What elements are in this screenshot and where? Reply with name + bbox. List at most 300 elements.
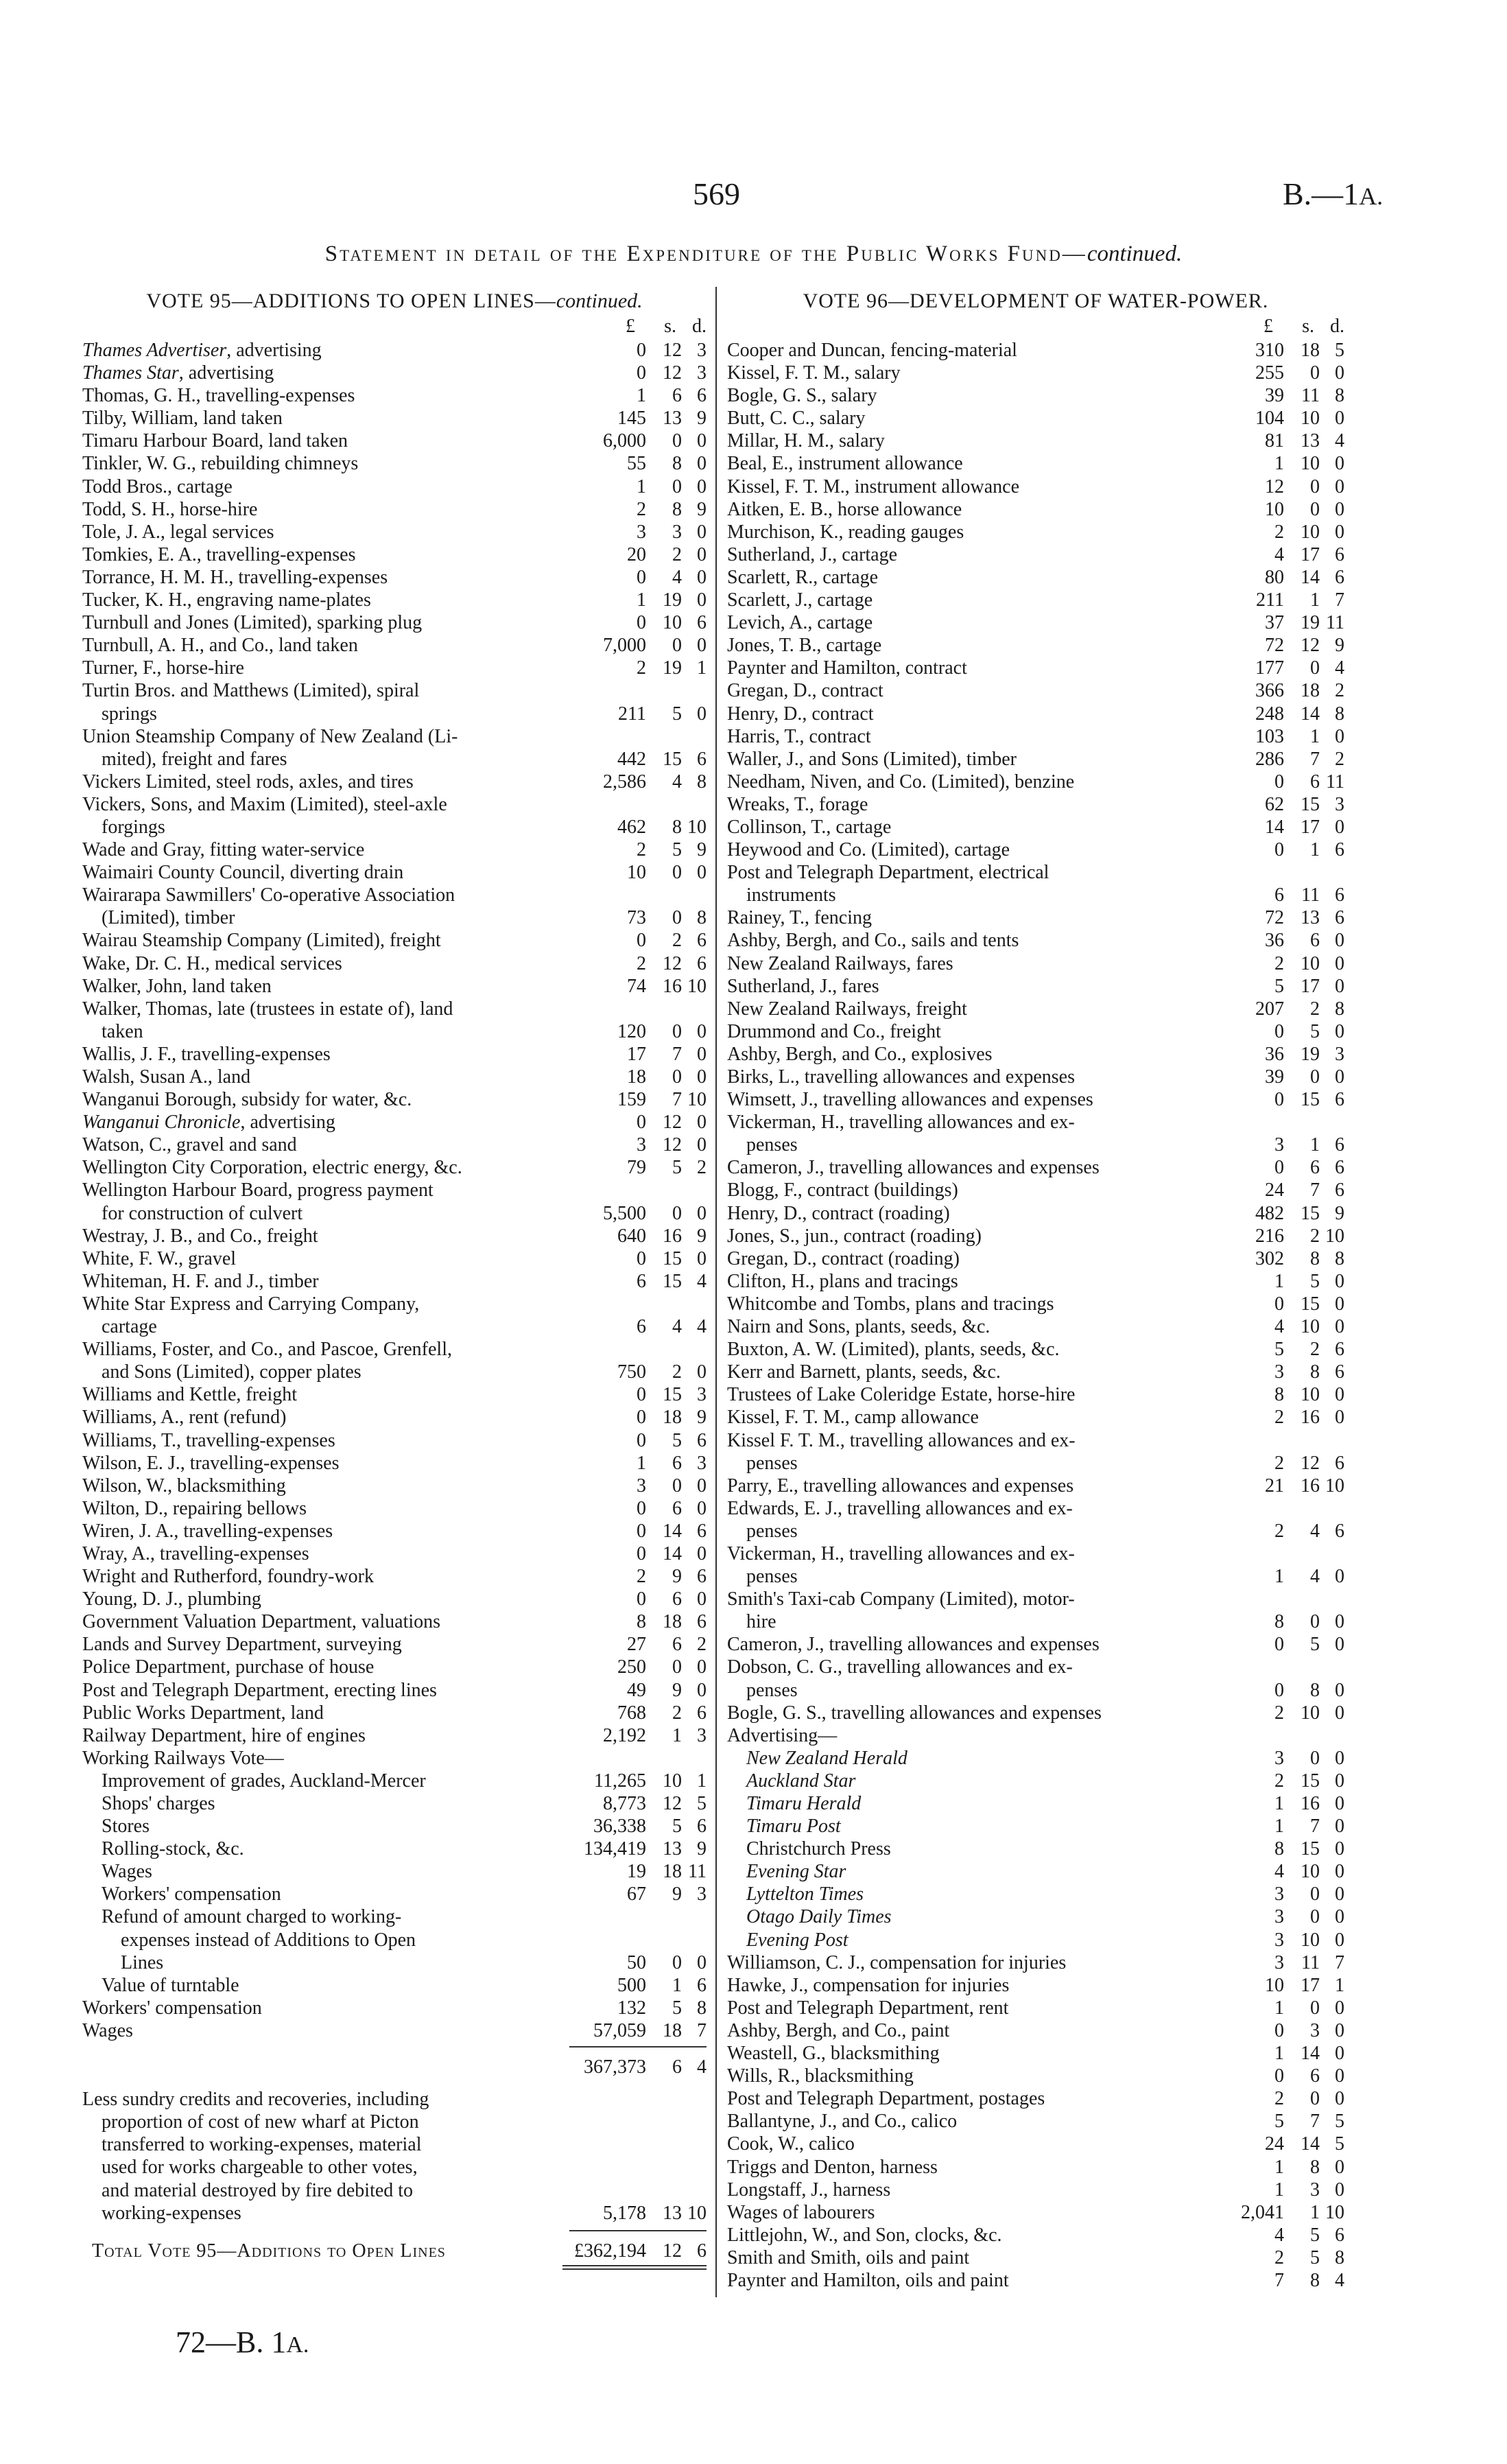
item-amount: 7 8 4 [1274,2269,1344,2291]
table-row [727,861,1344,884]
item-name: Vickerman, H., travelling allowances and ex- [727,1112,1075,1134]
item-amount: 104 10 0 [1255,408,1344,430]
item-name: springs [102,703,157,725]
table-row [727,1315,1344,1338]
table-row [727,1452,1344,1475]
item-amount: 2 10 0 [1274,952,1344,974]
table-row [727,1338,1344,1361]
item-amount: 3 0 0 [1274,1884,1344,1905]
item-name: Nairn and Sons, plants, seeds, &c. [727,1316,990,1338]
table-row [727,1043,1344,1066]
item-name: Railway Department, hire of engines [82,1724,366,1746]
item-name: Lands and Survey Department, surveying [82,1634,402,1656]
table-row [82,884,707,906]
table-row [82,476,707,498]
item-name: Cameron, J., travelling allowances and expenses [727,1634,1100,1656]
table-row [82,2019,707,2042]
item-amount: 462 8 10 [617,816,707,838]
table-row [82,1020,707,1043]
item-name: Murchison, K., reading gauges [727,521,964,543]
table-row [727,771,1344,793]
item-name: Williams and Kettle, freight [82,1384,298,1406]
item-name: Scarlett, R., cartage [727,566,879,588]
item-name: Wanganui Borough, subsidy for water, &c. [82,1089,412,1111]
item-name: New Zealand Railways, freight [727,998,967,1020]
table-row [727,1929,1344,1951]
table-row [82,1088,707,1111]
table-row [727,838,1344,861]
item-amount: 248 14 8 [1255,703,1344,725]
item-name: Todd, S. H., horse-hire [82,498,258,520]
item-amount: 1 3 0 [1274,2179,1344,2201]
table-row [82,771,707,793]
item-amount: 177 0 4 [1255,657,1344,679]
item-name: and Sons (Limited), copper plates [102,1361,361,1383]
item-name: Drummond and Co., freight [727,1020,941,1042]
table-row [727,1088,1344,1111]
table-row [727,2246,1344,2269]
item-name: Heywood and Co. (Limited), cartage [727,839,1010,861]
item-amount: 5,500 0 0 [603,1202,707,1224]
item-name: Ballantyne, J., and Co., calico [727,2111,958,2133]
table-row [727,1883,1344,1905]
item-name: Ashby, Bergh, and Co., paint [727,2019,950,2041]
table-row [727,793,1344,816]
item-amount: 2 16 0 [1274,1407,1344,1429]
item-amount: 768 2 6 [617,1702,707,1724]
less-amount: 5,178 13 10 [603,2202,707,2224]
item-amount: 0 6 6 [1274,1157,1344,1179]
item-amount: 36 6 0 [1265,930,1344,952]
table-row [82,793,707,816]
item-name: Young, D. J., plumbing [82,1588,261,1610]
table-row [82,1293,707,1315]
item-amount: 2 0 0 [1274,2088,1344,2110]
table-row [82,1929,707,1951]
item-amount: 74 16 10 [627,975,707,997]
item-amount: 39 11 8 [1265,385,1344,407]
item-name: hire [746,1611,776,1633]
table-row [727,1020,1344,1043]
item-amount: 2,192 1 3 [603,1724,707,1746]
table-row [727,1747,1344,1770]
item-amount: 2 9 6 [637,1566,707,1588]
vote96-rows [727,339,1344,2292]
item-name: Sutherland, J., fares [727,975,879,997]
table-row [82,384,707,407]
item-amount: 4 10 0 [1274,1316,1344,1338]
item-amount: 4 17 6 [1274,543,1344,565]
item-name: Turner, F., horse-hire [82,657,244,679]
vote95-title: VOTE 95—ADDITIONS TO OPEN LINES—continued. [146,290,643,312]
item-amount: 0 10 6 [637,612,707,634]
item-name: Working Railways Vote— [82,1747,284,1769]
item-amount: 0 14 6 [637,1520,707,1542]
total-rule [569,2230,707,2231]
item-name: Walsh, Susan A., land [82,1066,251,1088]
item-amount: 1 14 0 [1274,2043,1344,2065]
item-amount: 0 12 0 [637,1112,707,1134]
item-name: Kissel, F. T. M., salary [727,362,901,384]
item-name: Bogle, G. S., salary [727,385,877,407]
item-amount: 72 12 9 [1265,635,1344,657]
item-name: Clifton, H., plans and tracings [727,1270,958,1292]
table-row [727,998,1344,1020]
table-row [727,1202,1344,1225]
item-amount: 310 18 5 [1255,340,1344,361]
item-amount: 57,059 18 7 [593,2019,707,2041]
table-row [82,1202,707,1225]
item-name: penses [746,1566,798,1588]
page-footer: 72—B. 1A. [176,2325,309,2359]
item-amount: 302 8 8 [1255,1247,1344,1269]
item-name: penses [746,1520,798,1542]
table-row [727,589,1344,611]
item-amount: 72 13 6 [1265,907,1344,929]
table-row [727,1610,1344,1633]
table-row [727,679,1344,702]
item-name: Vickers Limited, steel rods, axles, and tires [82,771,414,793]
item-amount: 0 6 0 [637,1588,707,1610]
item-name: Evening Star [746,1861,846,1883]
table-row [727,430,1344,452]
table-row [82,952,707,975]
table-row [82,1043,707,1066]
item-name: Kerr and Barnett, plants, seeds, &c. [727,1361,1001,1383]
item-amount: 10 0 0 [627,862,707,884]
item-name: Public Works Department, land [82,1702,324,1724]
table-row [82,1111,707,1134]
item-name: Evening Post [746,1929,849,1951]
item-amount: 0 1 6 [1274,839,1344,861]
table-row [82,1338,707,1361]
item-amount: 36,338 5 6 [593,1816,707,1838]
table-row [727,748,1344,771]
item-name: Wages [82,2019,133,2041]
item-name: Ashby, Bergh, and Co., explosives [727,1043,993,1065]
item-amount: 216 2 10 [1255,1225,1344,1247]
item-amount: 7,000 0 0 [603,635,707,657]
item-amount: 1 0 0 [1274,1997,1344,2019]
item-name: Westray, J. B., and Co., freight [82,1225,318,1247]
item-amount: 1 16 0 [1274,1793,1344,1814]
item-name: Turnbull, A. H., and Co., land taken [82,635,358,657]
item-name: Wilson, W., blacksmithing [82,1475,286,1497]
item-amount: 211 5 0 [618,703,707,725]
table-row [727,476,1344,498]
table-row [727,2087,1344,2110]
table-row [727,1974,1344,1997]
item-amount: 1 6 3 [637,1452,707,1474]
item-amount: 1 6 6 [637,385,707,407]
item-amount: 3 11 7 [1274,1951,1344,1973]
item-amount: 12 0 0 [1265,476,1344,497]
table-row [82,838,707,861]
item-amount: 62 15 3 [1265,793,1344,815]
item-name: Wellington Harbour Board, progress payment [82,1180,434,1201]
table-row [82,1475,707,1497]
item-amount: 24 7 6 [1265,1180,1344,1201]
vote95-subtotal: 367,373 6 4 [584,2056,707,2078]
item-name: Levich, A., cartage [727,612,873,634]
item-name: Otago Daily Times [746,1906,892,1928]
document-reference: B.—1A. [1283,176,1384,211]
item-name: Weastell, G., blacksmithing [727,2043,940,2065]
item-name: Wellington City Corporation, electric energy, &c. [82,1157,462,1179]
table-row [727,1383,1344,1406]
currency-head: £ s. d. [626,316,707,337]
item-name: Jones, T. B., cartage [727,635,882,657]
table-row [727,543,1344,566]
item-name: Sutherland, J., cartage [727,543,898,565]
table-row [82,1406,707,1429]
item-name: Wallis, J. F., travelling-expenses [82,1043,331,1065]
item-amount: 482 15 9 [1255,1202,1344,1224]
item-name: Timaru Harbour Board, land taken [82,430,348,452]
item-amount: 0 15 3 [637,1384,707,1406]
item-name: Christchurch Press [746,1838,891,1860]
table-row [82,975,707,998]
item-name: Police Department, purchase of house [82,1656,375,1678]
item-name: instruments [746,884,836,906]
table-row [82,1247,707,1270]
item-name: Dobson, C. G., travelling allowances and ex- [727,1656,1073,1678]
item-amount: 67 9 3 [627,1884,707,1905]
item-name: Kissel, F. T. M., camp allowance [727,1407,979,1429]
item-name: mited), freight and fares [102,748,287,770]
item-amount: 8 18 6 [637,1611,707,1633]
item-amount: 17 7 0 [627,1043,707,1065]
item-name: Henry, D., contract (roading) [727,1202,950,1224]
table-row [727,1475,1344,1497]
item-amount: 10 0 0 [1265,498,1344,520]
item-amount: 3 0 0 [637,1475,707,1497]
table-row [82,998,707,1020]
item-amount: 207 2 8 [1255,998,1344,1020]
item-amount: 5 17 0 [1274,975,1344,997]
item-name: Todd Bros., cartage [82,476,233,497]
item-amount: 286 7 2 [1255,748,1344,770]
table-row [727,1497,1344,1520]
item-amount: 1 4 0 [1274,1566,1344,1588]
table-row [727,725,1344,748]
table-row [82,1610,707,1633]
item-amount: 10 17 1 [1265,1974,1344,1996]
item-name: Littlejohn, W., and Son, clocks, &c. [727,2224,1002,2246]
item-name: penses [746,1679,798,1701]
item-amount: 2 8 9 [637,498,707,520]
item-name: Wade and Gray, fitting water-service [82,839,365,861]
item-name: Thames Star, advertising [82,362,274,384]
item-amount: 6,000 0 0 [603,430,707,452]
table-row [82,748,707,771]
vote96-title: VOTE 96—DEVELOPMENT OF WATER-POWER. [803,290,1269,312]
table-row [727,1838,1344,1860]
table-row [727,1633,1344,1656]
item-name: Paynter and Hamilton, contract [727,657,967,679]
table-row [727,816,1344,838]
currency-head-96: £ s. d. [1263,316,1344,337]
note-line: Less sundry credits and recoveries, including [82,2089,429,2111]
item-amount: 0 15 6 [1274,1089,1344,1111]
table-row [727,975,1344,998]
table-row [727,2042,1344,2065]
item-name: Tilby, William, land taken [82,408,283,430]
item-amount: 0 15 0 [1274,1293,1344,1315]
item-name: penses [746,1134,798,1156]
item-amount: 750 2 0 [617,1361,707,1383]
item-name: Wilson, E. J., travelling-expenses [82,1452,340,1474]
item-amount: 1 10 0 [1274,453,1344,475]
item-amount: 19 18 11 [627,1861,707,1883]
table-row [82,1588,707,1610]
table-row [82,657,707,679]
vote95-column [82,287,707,2272]
vote96-column [727,287,1344,2292]
item-name: taken [102,1020,143,1042]
item-amount: 6 4 4 [637,1316,707,1338]
table-row [82,1747,707,1770]
item-name: New Zealand Railways, fares [727,952,953,974]
table-row [82,1066,707,1088]
item-amount: 21 16 10 [1265,1475,1344,1497]
item-amount: 80 14 6 [1265,566,1344,588]
item-amount: 50 0 0 [627,1951,707,1973]
item-amount: 27 6 2 [627,1634,707,1656]
table-row [727,1066,1344,1088]
item-amount: 442 15 6 [617,748,707,770]
item-amount: 8 10 0 [1274,1384,1344,1406]
item-name: Triggs and Denton, harness [727,2156,938,2178]
table-row [727,611,1344,634]
table-row [727,362,1344,384]
item-amount: 0 5 0 [1274,1634,1344,1656]
item-amount: 255 0 0 [1255,362,1344,384]
table-row [82,566,707,589]
table-row [82,1452,707,1475]
item-amount: 0 6 0 [637,1497,707,1519]
table-row [727,566,1344,589]
item-name: Thomas, G. H., travelling-expenses [82,385,355,407]
item-name: Scarlett, J., cartage [727,589,873,611]
item-name: Cameron, J., travelling allowances and expenses [727,1157,1100,1179]
table-row [727,452,1344,475]
item-amount: 0 5 6 [637,1429,707,1451]
item-name: Watson, C., gravel and sand [82,1134,297,1156]
table-row [727,2065,1344,2087]
page-header [0,176,1507,217]
item-amount: 132 5 8 [617,1997,707,2019]
item-amount: 2,041 1 10 [1241,2201,1344,2223]
table-row [82,339,707,362]
item-name: Buxton, A. W. (Limited), plants, seeds, &c. [727,1339,1060,1361]
item-name: Bogle, G. S., travelling allowances and expenses [727,1702,1102,1724]
item-name: Kissel F. T. M., travelling allowances and ex- [727,1429,1076,1451]
item-amount: 3 10 0 [1274,1929,1344,1951]
statement-title: Statement in detail of the Expenditure of the Public Works Fund—continued. [324,242,1183,266]
table-row [82,1770,707,1792]
item-amount: 8,773 12 5 [603,1793,707,1814]
item-name: Improvement of grades, Auckland-Mercer [102,1770,426,1792]
table-row [727,2156,1344,2179]
item-name: Wairau Steamship Company (Limited), freight [82,930,441,952]
item-name: Advertising— [727,1724,838,1746]
table-row [82,1724,707,1747]
item-name: Lines [121,1951,164,1973]
item-amount: 640 16 9 [617,1225,707,1247]
item-name: Stores [102,1816,150,1838]
item-name: Wairarapa Sawmillers' Co-operative Association [82,884,455,906]
item-name: Waimairi County Council, diverting drain [82,862,404,884]
table-row [82,362,707,384]
item-name: Williams, T., travelling-expenses [82,1429,335,1451]
table-row [727,634,1344,657]
item-amount: 3 0 0 [1274,1747,1344,1769]
item-name: Williamson, C. J., compensation for injuries [727,1951,1067,1973]
item-amount: 0 8 0 [1274,1679,1344,1701]
table-row [82,1542,707,1565]
table-row [82,1679,707,1702]
item-name: Gregan, D., contract (roading) [727,1247,960,1269]
table-row [727,1520,1344,1542]
item-amount: 2 19 1 [637,657,707,679]
table-row [82,1383,707,1406]
item-name: Trustees of Lake Coleridge Estate, horse-hire [727,1384,1076,1406]
item-amount: 0 18 9 [637,1407,707,1429]
item-amount: 3 8 6 [1274,1361,1344,1383]
item-name: Tucker, K. H., engraving name-plates [82,589,371,611]
item-amount: 5 7 5 [1274,2111,1344,2133]
table-row [82,929,707,952]
item-name: Tole, J. A., legal services [82,521,274,543]
item-amount: 250 0 0 [617,1656,707,1678]
item-name: Gregan, D., contract [727,680,883,702]
table-row [82,543,707,566]
item-name: Vickers, Sons, and Maxim (Limited), steel-axle [82,793,447,815]
item-amount: 1 8 0 [1274,2156,1344,2178]
item-amount: 3 3 0 [637,521,707,543]
item-name: Workers' compensation [102,1884,281,1905]
table-row [82,1497,707,1520]
item-amount: 1 5 0 [1274,1270,1344,1292]
subtotal-rule [569,2046,707,2048]
item-name: Value of turntable [102,1974,239,1996]
item-name: forgings [102,816,165,838]
item-amount: 55 8 0 [627,453,707,475]
item-amount: 4 5 6 [1274,2224,1344,2246]
table-row [82,1815,707,1838]
item-amount: 0 6 0 [1274,2065,1344,2087]
item-amount: 3 0 0 [1274,1906,1344,1928]
item-amount: 2,586 4 8 [603,771,707,793]
table-row [727,384,1344,407]
item-amount: 0 5 0 [1274,1020,1344,1042]
item-amount: 2 12 6 [1274,1452,1344,1474]
table-row [727,1179,1344,1201]
table-row [727,657,1344,679]
item-amount: 500 1 6 [617,1974,707,1996]
table-row [727,1860,1344,1883]
table-row [82,1315,707,1338]
table-row [727,2133,1344,2155]
item-name: Henry, D., contract [727,703,874,725]
item-name: Butt, C. C., salary [727,408,866,430]
table-row [727,1134,1344,1156]
item-amount: 11,265 10 1 [594,1770,707,1792]
item-name: Millar, H. M., salary [727,430,885,452]
subtotal-gap [82,2042,707,2056]
item-name: Blogg, F., contract (buildings) [727,1180,958,1201]
